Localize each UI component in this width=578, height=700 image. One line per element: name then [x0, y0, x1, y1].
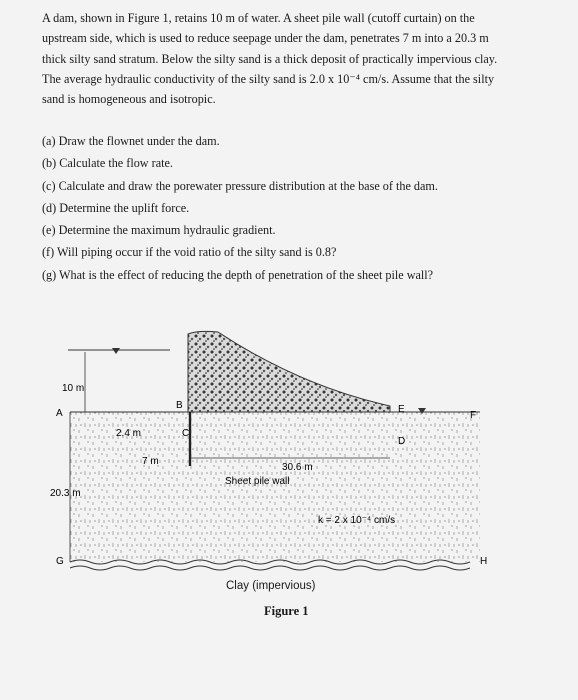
- clay-label: Clay (impervious): [226, 580, 316, 592]
- problem-line: upstream side, which is used to reduce seepage under the dam, penetrates 7 m into a 20.3 m: [42, 31, 489, 46]
- point-b-label: B: [176, 400, 183, 411]
- problem-line: sand is homogeneous and isotropic.: [42, 92, 216, 107]
- problem-line: The average hydraulic conductivity of the silty sand is 2.0 x 10⁻⁴ cm/s. Assume that the silty: [42, 71, 495, 86]
- question-e: (e) Determine the maximum hydraulic gradient.: [42, 223, 276, 238]
- problem-line: thick silty sand stratum. Below the silty sand is a thick deposit of practically impervious clay.: [42, 51, 498, 66]
- point-a-label: A: [56, 408, 63, 419]
- point-c-label: C: [182, 428, 190, 439]
- question-b: (b) Calculate the flow rate.: [42, 156, 173, 171]
- question-list: [42, 130, 557, 286]
- conductivity-label: k = 2 x 10⁻⁴ cm/s: [318, 515, 396, 526]
- problem-statement: [42, 8, 557, 109]
- clay-boundary-2: [70, 566, 470, 570]
- problem-line: A dam, shown in Figure 1, retains 10 m of water. A sheet pile wall (cutoff curtain) on the: [42, 11, 475, 25]
- point-d-label: D: [398, 436, 406, 447]
- dam-diagram: [50, 326, 490, 574]
- point-e-label: E: [398, 404, 405, 415]
- base-length-label: 30.6 m: [282, 462, 313, 473]
- point-h-label: H: [480, 556, 488, 567]
- dam-figure: [50, 326, 490, 579]
- question-c: (c) Calculate and draw the porewater pressure distribution at the base of the dam.: [42, 178, 438, 193]
- stratum-label: 20.3 m: [50, 488, 81, 499]
- sheet-pile-label: Sheet pile wall: [225, 476, 290, 487]
- figure-caption: Figure 1: [264, 604, 309, 618]
- question-f: (f) Will piping occur if the void ratio of the silty sand is 0.8?: [42, 245, 337, 260]
- offset-label: 2.4 m: [116, 428, 142, 439]
- pile-depth-label: 7 m: [142, 456, 159, 467]
- dam-body: [188, 331, 390, 412]
- water-level-marker-icon: [112, 348, 120, 354]
- point-f-label: F: [470, 410, 477, 421]
- question-d: (d) Determine the uplift force.: [42, 200, 190, 215]
- point-g-label: G: [56, 556, 64, 567]
- question-a: (a) Draw the flownet under the dam.: [42, 134, 220, 148]
- water-depth-label: 10 m: [62, 383, 85, 394]
- question-g: (g) What is the effect of reducing the depth of penetration of the sheet pile wall?: [42, 267, 434, 282]
